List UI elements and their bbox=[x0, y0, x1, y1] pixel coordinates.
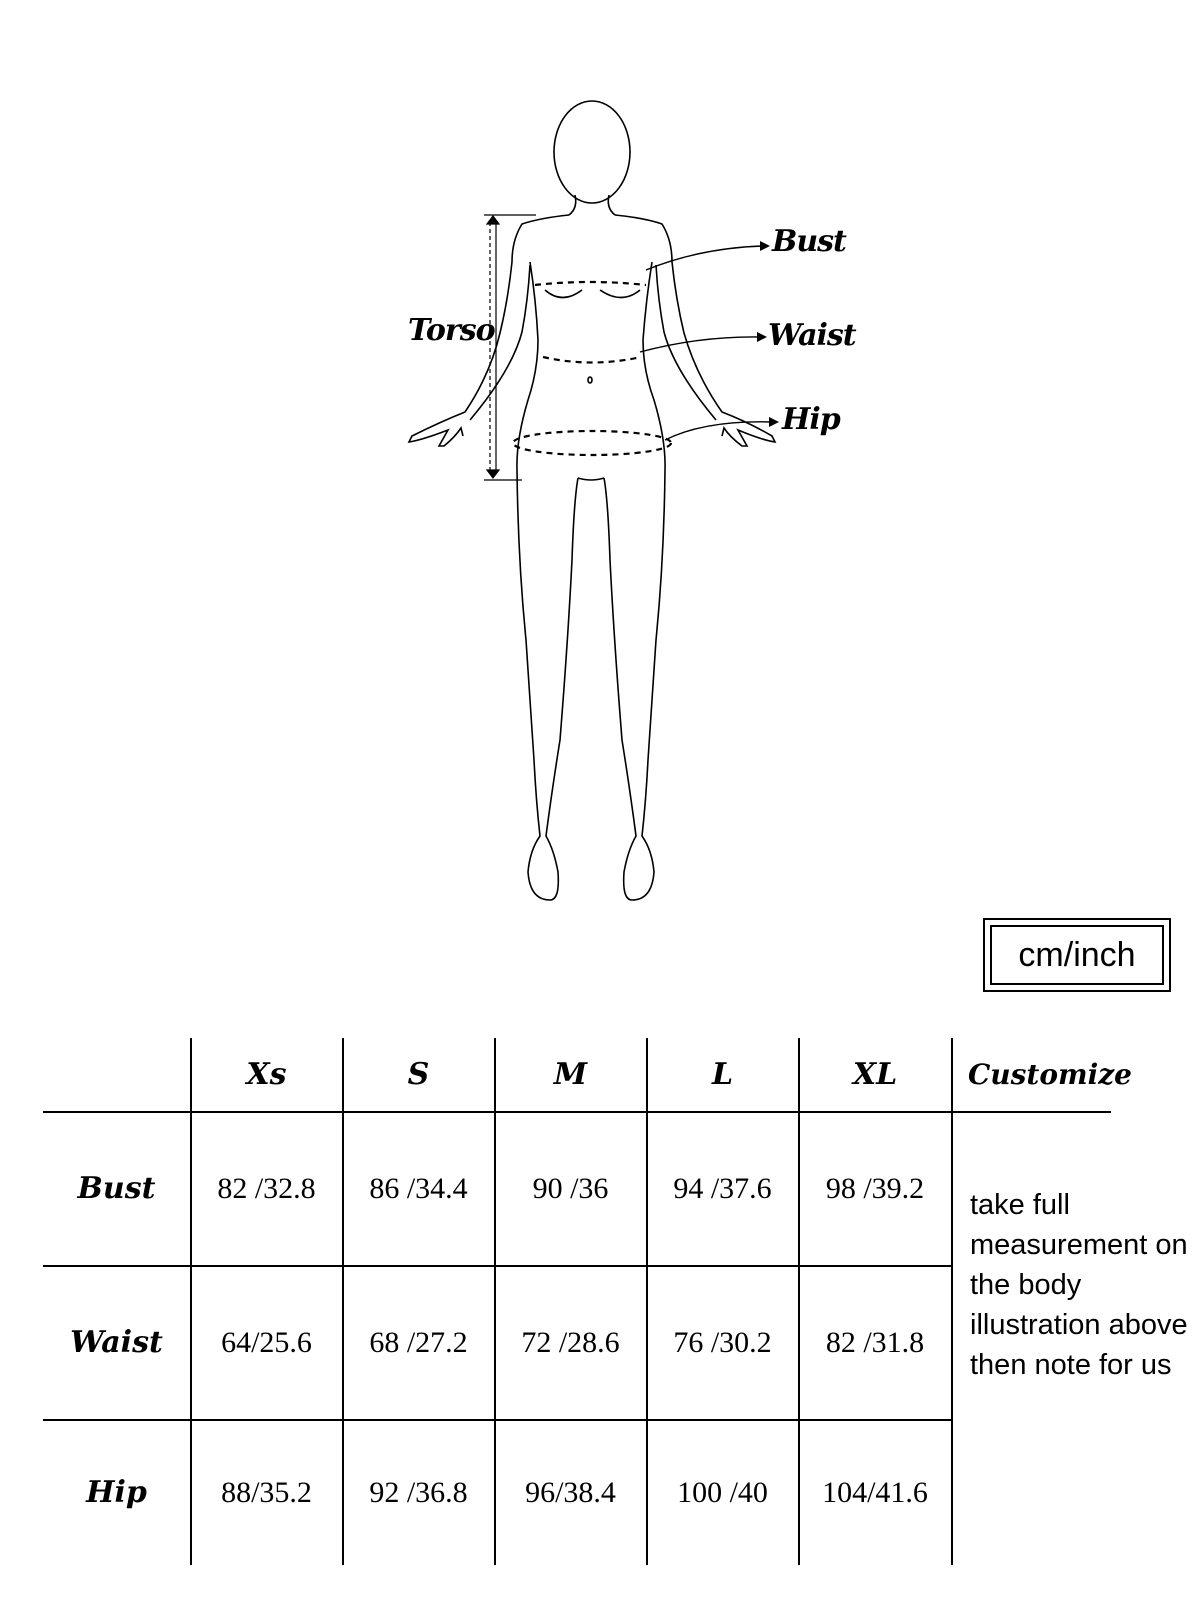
table-cell: 90 /36 bbox=[532, 1171, 609, 1205]
table-cell: 88/35.2 bbox=[221, 1475, 312, 1509]
customize-note: take full measurement on the body illustration above then note for us bbox=[970, 1189, 1188, 1381]
row-header-bust: Bust bbox=[77, 1171, 156, 1206]
table-cell: 98 /39.2 bbox=[825, 1171, 925, 1205]
unit-toggle-button[interactable] bbox=[983, 918, 1171, 992]
table-cell: 104/41.6 bbox=[822, 1475, 928, 1509]
table-cell: 86 /34.4 bbox=[369, 1171, 468, 1205]
hip-measure-line bbox=[513, 431, 671, 455]
head-outline bbox=[554, 101, 630, 203]
row-header-waist: Waist bbox=[70, 1325, 163, 1360]
row-header-hip: Hip bbox=[86, 1475, 147, 1510]
col-header-l: L bbox=[711, 1057, 734, 1092]
table-cell: 82 /32.8 bbox=[217, 1171, 316, 1205]
table-cell: 92 /36.8 bbox=[369, 1475, 468, 1509]
table-cell: 76 /30.2 bbox=[673, 1325, 772, 1359]
unit-toggle-label: cm/inch bbox=[990, 925, 1164, 985]
hip-label: Hip bbox=[782, 402, 840, 437]
table-cell: 82 /31.8 bbox=[825, 1325, 925, 1359]
table-cell: 72 /28.6 bbox=[521, 1325, 620, 1359]
torso-label: Torso bbox=[408, 313, 495, 348]
table-cell: 94 /37.6 bbox=[673, 1171, 772, 1205]
waist-measure-line bbox=[543, 357, 641, 363]
waist-label: Waist bbox=[768, 318, 856, 353]
bust-measure-line bbox=[535, 282, 646, 285]
table-cell: 100 /40 bbox=[677, 1475, 768, 1509]
table-rule bbox=[951, 1038, 953, 1565]
table-cell: 64/25.6 bbox=[221, 1325, 312, 1359]
table-cell: 68 /27.2 bbox=[369, 1325, 468, 1359]
col-header-customize: Customize bbox=[968, 1058, 1132, 1091]
col-header-xl: XL bbox=[852, 1057, 898, 1092]
col-header-s: S bbox=[407, 1057, 430, 1092]
col-header-m: M bbox=[553, 1057, 588, 1092]
col-header-xs: Xs bbox=[246, 1057, 287, 1092]
bust-label: Bust bbox=[772, 224, 846, 259]
table-cell: 96/38.4 bbox=[525, 1475, 616, 1509]
